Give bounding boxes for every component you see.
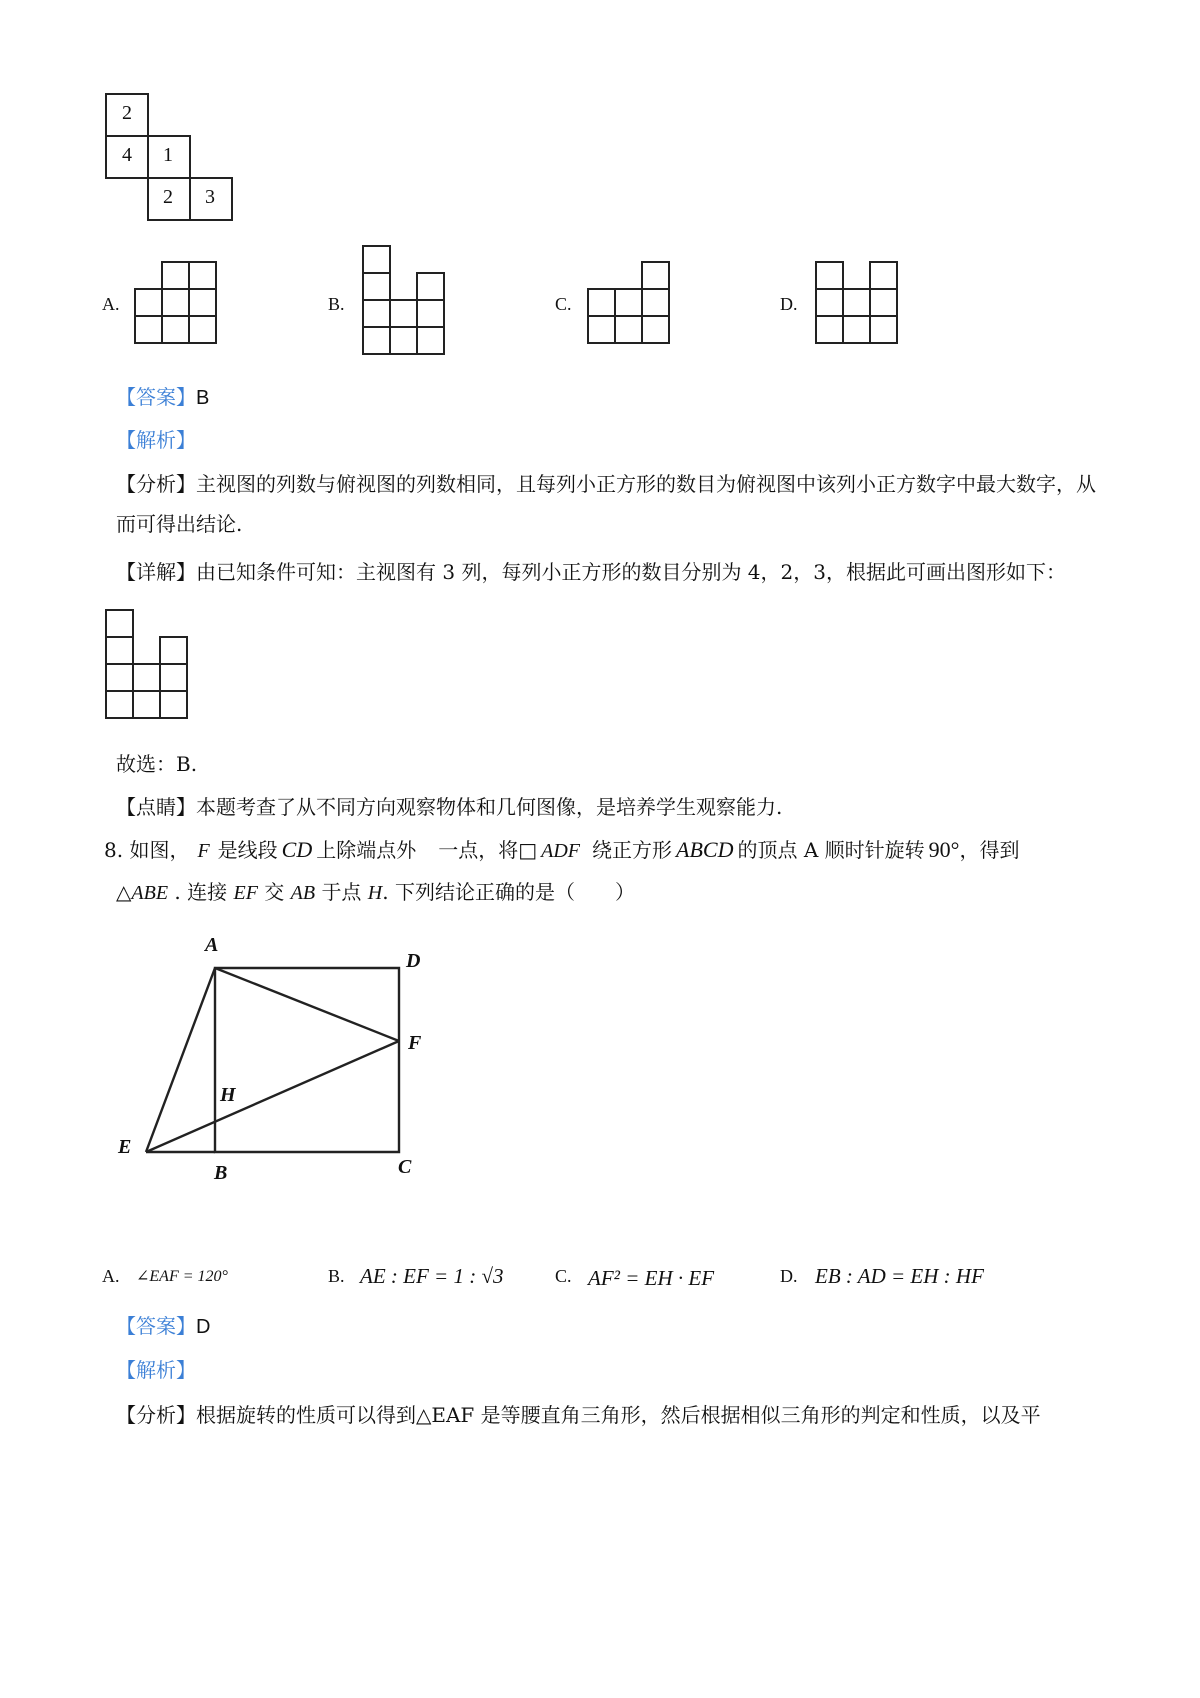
q8-point-h: H	[367, 882, 383, 904]
q7-fenxi	[116, 464, 1106, 544]
figure-label-d: D	[406, 950, 421, 972]
figure-label-c: C	[398, 1156, 412, 1178]
figure-label-b: B	[214, 1162, 228, 1184]
q8-option-b-label: B.	[328, 1266, 345, 1286]
q8-text-b: 是线段	[217, 838, 278, 862]
q8-geometry-figure	[110, 930, 450, 1190]
option-d-figure	[815, 260, 901, 348]
top-view-cell-4: 2	[163, 186, 173, 208]
q7-detail-text: 由已知条件可知：主视图有 3 列，每列小正方形的数目分别为 4，2，3，根据此可画出图形如下：	[196, 560, 1066, 584]
q8-text-c: 上除端点外	[316, 838, 417, 862]
top-view-cell-2: 4	[122, 144, 132, 166]
q8-text-a: 如图，	[129, 838, 190, 862]
q8-fenxi	[116, 1395, 1106, 1435]
q8-triangle-symbol: △	[116, 880, 132, 904]
q8-segment-ef: EF	[233, 882, 258, 904]
q8-number: 8.	[104, 838, 124, 862]
q7-choose: 故选：B.	[116, 752, 198, 776]
q8-text-i: 交	[264, 880, 285, 904]
q8-text-j: 于点	[321, 880, 362, 904]
q7-comment-text: 本题考查了从不同方向观察物体和几何图像，是培养学生观察能力.	[196, 795, 783, 819]
q8-text-f: 的顶点 A 顺时针旋转	[737, 838, 925, 862]
q8-option-c-label: C.	[555, 1266, 572, 1286]
q8-stem-line1	[104, 830, 1104, 871]
q7-fenxi-text: 主视图的列数与俯视图的列数相同，且每列小正方形的数目为俯视图中该列小正方数字中最大数字，从而可得出结论.	[116, 472, 1096, 536]
q8-option-b-text: AE : EF = 1 : √3	[360, 1264, 504, 1288]
option-d-label: D.	[780, 294, 798, 314]
q8-triangle-abe: ABE	[131, 882, 169, 904]
q7-detail	[116, 552, 1106, 592]
q8-segment-ab: AB	[290, 882, 316, 904]
q8-text-e: 绕正方形	[592, 838, 673, 862]
front-view-figure	[104, 608, 190, 724]
option-b-label: B.	[328, 294, 345, 314]
q8-option-a-text: ∠EAF = 120°	[136, 1268, 228, 1285]
q8-text-g: ，得到	[959, 838, 1020, 862]
top-view-cell-5: 3	[205, 186, 215, 208]
q8-angle: 90°	[928, 837, 960, 862]
q8-answer	[116, 1306, 1106, 1347]
q7-answer-value: B	[196, 387, 210, 409]
q8-fenxi-text: 根据旋转的性质可以得到△EAF 是等腰直角三角形，然后根据相似三角形的判定和性质，以及平	[196, 1403, 1041, 1427]
q8-text-k: . 下列结论正确的是（ ）	[382, 880, 635, 904]
q8-point-f: F	[197, 840, 210, 862]
q7-detail-tag: 【详解】	[116, 560, 196, 584]
q8-text-h: . 连接	[174, 880, 228, 904]
q8-option-c-text: AF² = EH · EF	[588, 1266, 715, 1290]
q8-stem-line2	[116, 872, 1106, 913]
q8-triangle-adf: ADF	[541, 840, 581, 862]
q8-text-d: 一点，将□	[438, 838, 538, 862]
q7-comment	[116, 787, 1106, 827]
top-view-cell-1: 2	[122, 102, 132, 124]
q8-option-d-text: EB : AD = EH : HF	[815, 1264, 984, 1288]
option-c-figure	[587, 260, 673, 348]
q8-fenxi-tag: 【分析】	[116, 1403, 196, 1427]
q8-segment-cd: CD	[281, 837, 313, 862]
q7-answer	[116, 377, 1106, 418]
q8-answer-value: D	[196, 1316, 211, 1338]
q8-option-a-label: A.	[102, 1266, 120, 1286]
q8-square-abcd: ABCD	[676, 837, 734, 862]
option-a-figure	[134, 260, 220, 348]
option-a-label: A.	[102, 294, 120, 314]
figure-label-e: E	[118, 1136, 132, 1158]
figure-label-f: F	[408, 1032, 422, 1054]
option-c-label: C.	[555, 294, 572, 314]
top-view-cell-3: 1	[163, 144, 173, 166]
q7-comment-tag: 【点睛】	[116, 795, 196, 819]
q8-option-d-label: D.	[780, 1266, 798, 1286]
figure-label-h: H	[220, 1084, 236, 1106]
q8-answer-tag: 【答案】	[116, 1314, 196, 1338]
option-b-figure	[361, 244, 447, 359]
q8-analysis-tag: 【解析】	[116, 1358, 196, 1382]
q7-fenxi-tag: 【分析】	[116, 472, 196, 496]
q7-analysis-tag: 【解析】	[116, 428, 196, 452]
q7-answer-tag: 【答案】	[116, 385, 196, 409]
figure-label-a: A	[205, 934, 219, 956]
